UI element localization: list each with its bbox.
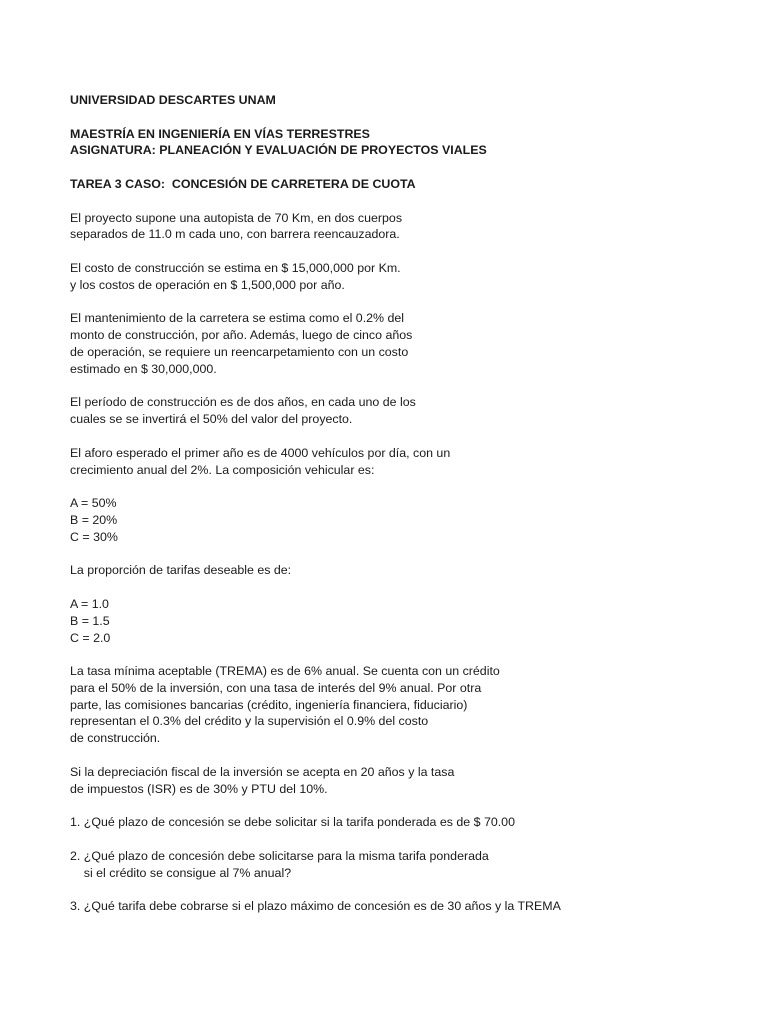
question-1 xyxy=(70,814,730,831)
text-line: crecimiento anual del 2%. La composición vehicular es: xyxy=(70,462,375,477)
text-line: separados de 11.0 m cada uno, con barrera reencauzadora. xyxy=(70,227,400,242)
text-line: y los costos de operación en $ 1,500,000 por año. xyxy=(70,277,345,292)
question-3 xyxy=(70,898,730,915)
text-line: para el 50% de la inversión, con una tasa de interés del 9% anual. Por otra xyxy=(70,680,482,695)
text-line: si el crédito se consigue al 7% anual? xyxy=(70,865,292,880)
text-line: 2. ¿Qué plazo de concesión debe solicitarse para la misma tarifa ponderada xyxy=(70,848,489,863)
assignment-title: TAREA 3 CASO: CONCESIÓN DE CARRETERA DE CUOTA xyxy=(70,176,416,191)
text-line: de operación, se requiere un reencarpetamiento con un costo xyxy=(70,344,409,359)
text-line: estimado en $ 30,000,000. xyxy=(70,361,217,376)
paragraph-construction-period xyxy=(70,394,730,428)
paragraph-trema xyxy=(70,663,730,747)
paragraph-costs xyxy=(70,260,730,294)
subject-title: ASIGNATURA: PLANEACIÓN Y EVALUACIÓN DE PROYECTOS VIALES xyxy=(70,143,487,158)
question-2 xyxy=(70,848,730,882)
text-line: parte, las comisiones bancarias (crédito, ingeniería financiera, fiduciario) xyxy=(70,697,468,712)
composition-item: B = 20% xyxy=(70,512,118,527)
text-line: El período de construcción es de dos años, en cada uno de los xyxy=(70,395,416,410)
tariff-item: C = 2.0 xyxy=(70,630,111,645)
paragraph-maintenance xyxy=(70,310,730,377)
document-page xyxy=(70,92,730,915)
text-line: de construcción. xyxy=(70,731,161,746)
text-line: La proporción de tarifas deseable es de: xyxy=(70,563,292,578)
paragraph-depreciation xyxy=(70,764,730,798)
paragraph-project xyxy=(70,210,730,244)
composition-item: C = 30% xyxy=(70,529,118,544)
text-line: El costo de construcción se estima en $ 15,000,000 por Km. xyxy=(70,260,401,275)
university-title: UNIVERSIDAD DESCARTES UNAM xyxy=(70,93,276,107)
program-title: MAESTRÍA EN INGENIERÍA EN VÍAS TERRESTRES xyxy=(70,126,370,141)
text-line: La tasa mínima aceptable (TREMA) es de 6% anual. Se cuenta con un crédito xyxy=(70,664,500,679)
text-line: monto de construcción, por año. Además, luego de cinco años xyxy=(70,328,413,343)
vehicle-composition-list xyxy=(70,495,730,545)
text-line: Si la depreciación fiscal de la inversión se acepta en 20 años y la tasa xyxy=(70,764,455,779)
text-line: El proyecto supone una autopista de 70 Km, en dos cuerpos xyxy=(70,210,403,225)
paragraph-tariff-intro xyxy=(70,562,730,579)
paragraph-traffic xyxy=(70,445,730,479)
text-line: cuales se se invertirá el 50% del valor del proyecto. xyxy=(70,412,353,427)
text-line: El aforo esperado el primer año es de 4000 vehículos por día, con un xyxy=(70,445,451,460)
text-line: 3. ¿Qué tarifa debe cobrarse si el plazo máximo de concesión es de 30 años y la TREMA xyxy=(70,899,561,914)
text-line: representan el 0.3% del crédito y la supervisión el 0.9% del costo xyxy=(70,714,429,729)
tariff-proportion-list xyxy=(70,596,730,646)
text-line: 1. ¿Qué plazo de concesión se debe solicitar si la tarifa ponderada es de $ 70.00 xyxy=(70,815,515,830)
composition-item: A = 50% xyxy=(70,496,117,511)
text-line: de impuestos (ISR) es de 30% y PTU del 10%. xyxy=(70,781,328,796)
text-line: El mantenimiento de la carretera se estima como el 0.2% del xyxy=(70,311,405,326)
tariff-item: B = 1.5 xyxy=(70,613,110,628)
tariff-item: A = 1.0 xyxy=(70,596,109,611)
